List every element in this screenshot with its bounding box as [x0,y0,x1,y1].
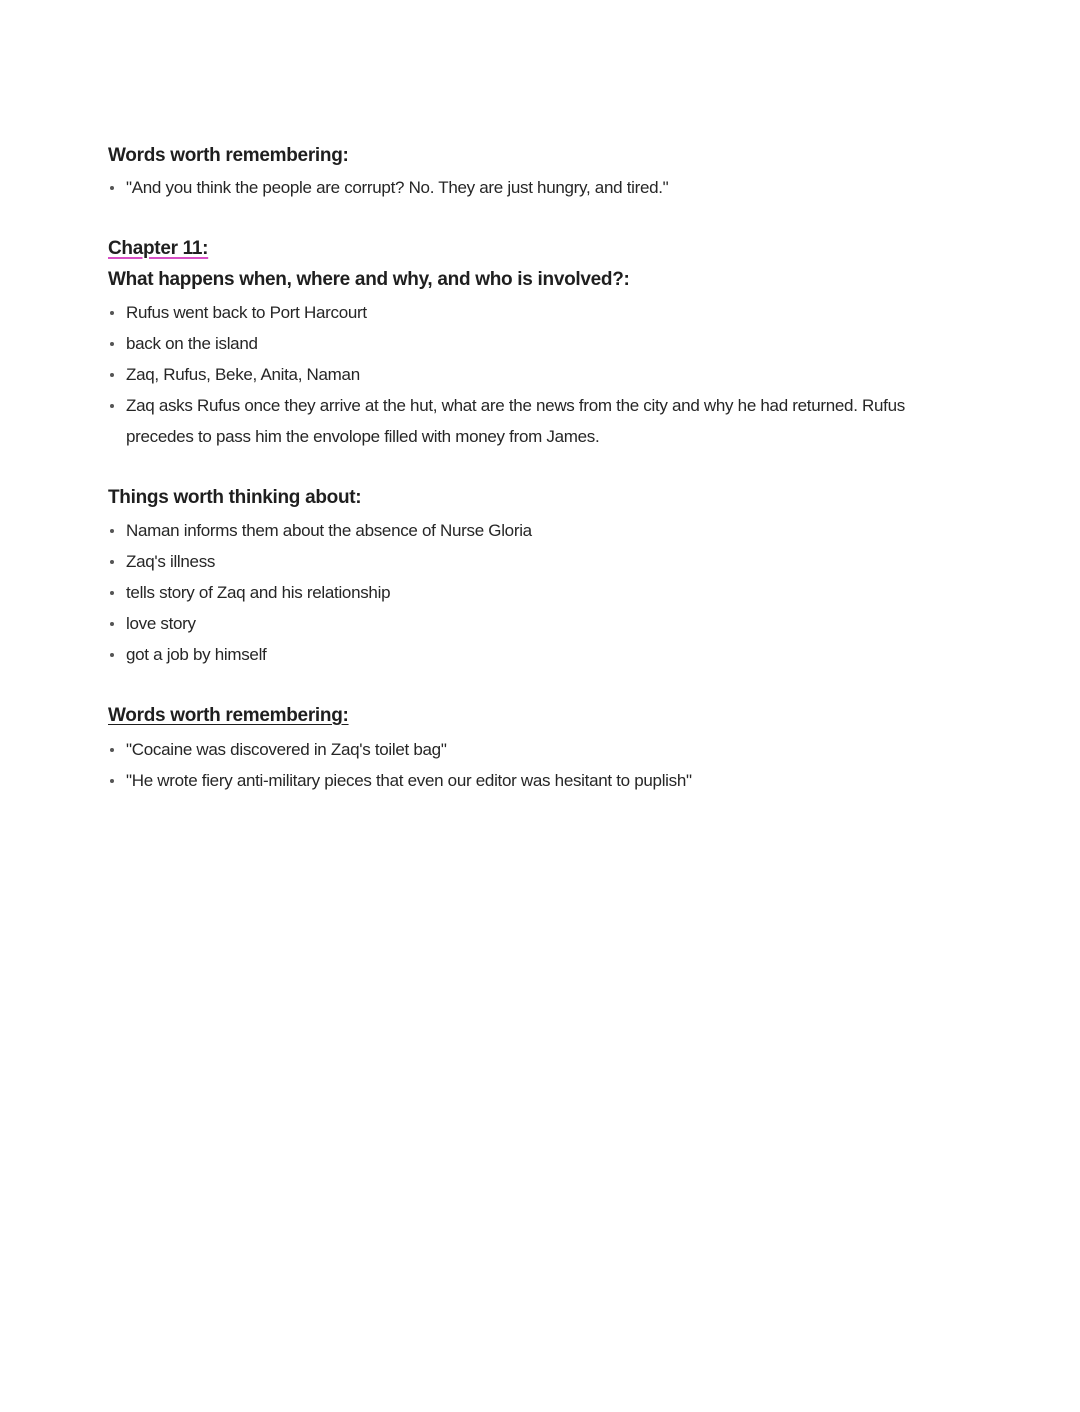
words-worth-remembering-heading: Words worth remembering: [108,145,349,166]
things-worth-thinking-list [108,515,968,670]
what-happens-list [108,297,968,452]
list-item: Zaq, Rufus, Beke, Anita, Naman [108,359,968,390]
list-item: "He wrote fiery anti-military pieces that even our editor was hesitant to puplish" [108,765,968,796]
list-item: Rufus went back to Port Harcourt [108,297,968,328]
list-item: got a job by himself [108,639,968,670]
list-item: Zaq asks Rufus once they arrive at the hut, what are the news from the city and why he had returned. Rufus precedes to pass him the envolope filled with money from James. [108,390,968,452]
list-item: "And you think the people are corrupt? No. They are just hungry, and tired." [108,172,968,203]
list-item: love story [108,608,968,639]
list-item: back on the island [108,328,968,359]
list-item: "Cocaine was discovered in Zaq's toilet bag" [108,734,968,765]
what-happens-heading: What happens when, where and why, and who is involved?: [108,269,630,290]
chapter-title: Chapter 11: [108,238,209,259]
list-item: tells story of Zaq and his relationship [108,577,968,608]
chapter-quote-list [108,734,968,796]
quote-list [108,172,968,203]
chapter-words-worth-remembering-heading: Words worth remembering: [108,705,349,726]
list-item: Zaq's illness [108,546,968,577]
list-item: Naman informs them about the absence of Nurse Gloria [108,515,968,546]
things-worth-thinking-heading: Things worth thinking about: [108,487,362,508]
